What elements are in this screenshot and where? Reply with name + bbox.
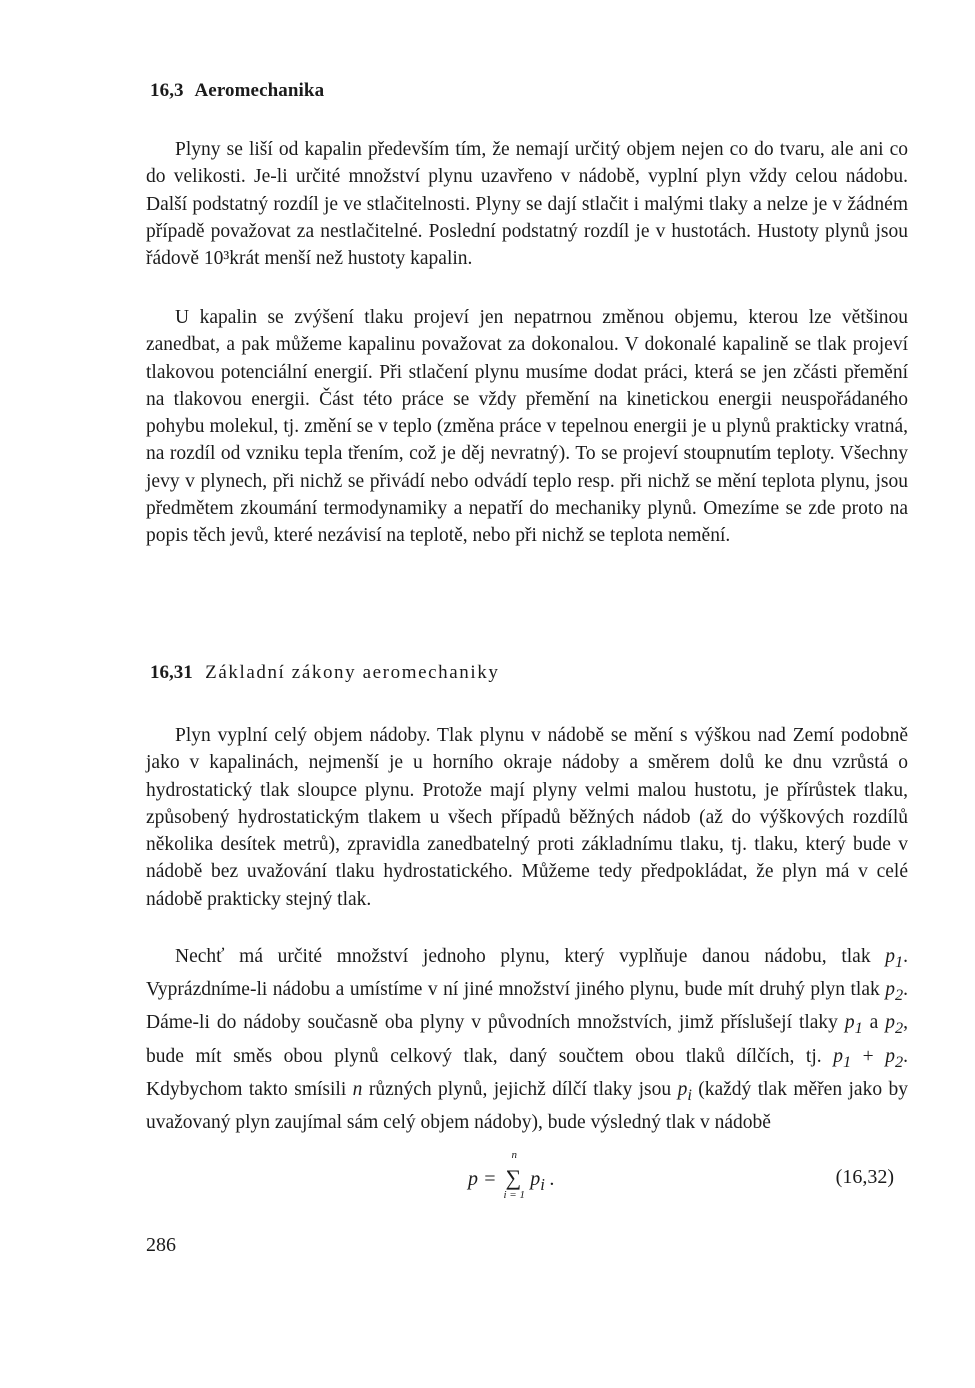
var-p2: $p_2$: [885, 1045, 904, 1071]
equation-dot: .: [549, 1168, 555, 1190]
sum-symbol: n ∑ i = 1: [503, 1149, 525, 1201]
subsection-number: 16,31: [150, 662, 193, 683]
text-run: a: [862, 1012, 886, 1034]
text-run: (každý tlak měřen jako by uvažovaný plyn zaujímal sám celý objem nádoby), bude výsledný tlak v nádobě: [146, 1078, 908, 1133]
subsection-title: Základní zákony aeromechaniky: [205, 662, 500, 683]
equation-lhs: p: [468, 1168, 478, 1190]
section-heading: [150, 80, 324, 102]
section-number: 16,3: [150, 80, 184, 101]
var-n: n: [352, 1078, 363, 1100]
sum-upper-limit: n: [511, 1149, 517, 1161]
var-p2: $p_2$: [885, 979, 904, 1005]
text-run: . Dáme-li do nádoby současně oba plyny v původních množstvích, jimž příslušejí tlaky: [146, 979, 908, 1034]
equation-equals: =: [483, 1168, 497, 1190]
paragraph-gas-fills-vessel: Plyn vyplní celý objem nádoby. Tlak plynu v nádobě se mění s výškou nad Zemí podobně jako v kapalinách, nejmenší je u horního okraje nádoby a směrem dolů ke dnu vzrůstá o hydrostatický tlak sloupce plynu. Protože mají plyny velmi malou hustotu, je přírůstek tlaku, způsobený hydrostatickým tlakem u všech případů běžných nádob (až do výškových rozdílů několika desítek metrů), zpravidla zanedbatelný proti základnímu tlaku, tj. tlaku, který bude v nádobě bez uvažování tlaku hydrostatického. Můžeme tedy předpokládat, že plyn má v celé nádobě prakticky stejný tlak.: [146, 725, 908, 910]
paragraph-gases-vs-liquids: Plyny se liší od kapalin především tím, že nemají určitý objem nejen co do tvaru, ale ani co do velikosti. Je-li určité množství plynu uzavřeno v nádobě, vyplní plyn vždy celou nádobu. Další podstatný rozdíl je ve stlačitelnosti. Plyny se dají stlačit i malými tlaky a nelze je v žádném případě považovat za nestlačitelné. Poslední podstatný rozdíl je v hustotách. Hustoty plynů jsou řádově 10³krát menší než hustoty kapalin.: [146, 139, 908, 270]
subsection-heading: [150, 662, 499, 684]
text-run: Nechť má určité množství jednoho plynu, který vyplňuje danou nádobu, tlak: [175, 946, 886, 967]
text-run: , bude mít směs obou plynů celkový tlak, daný součtem obou tlaků dílčích, tj.: [146, 1012, 908, 1067]
text-run: . Vyprázdníme-li nádobu a umístíme v ní jiné množství jiného plynu, bude mít druhý plyn tlak: [146, 946, 908, 1001]
var-pi: $p_i$: [677, 1078, 692, 1104]
paragraph-partial-pressures: [146, 943, 908, 1136]
page-number: 286: [146, 1234, 176, 1256]
sum-lower-limit: i = 1: [503, 1189, 525, 1201]
var-p1: $p_1$: [833, 1045, 852, 1071]
var-p1: $p_1$: [885, 946, 904, 971]
text-run: různých plynů, jejichž dílčí tlaky jsou: [362, 1078, 678, 1100]
equation-body: [468, 1149, 555, 1201]
paragraph-compression: U kapalin se zvýšení tlaku projeví jen nepatrnou změnou objemu, kterou lze většinou zanedbat, a pak můžeme kapalinu považovat za dokonalou. V dokonalé kapalině se tlak projeví tlakovou potenciální energií. Při stlačení plynu musíme dodat práci, která se jen zčásti přemění na tlakovou energii. Část této práce se vždy přemění na kinetickou energii neuspořádaného pohybu molekul, tj. změní se v teplo (změna práce v tepelnou energii je u plynů prakticky vratná, na rozdíl od vzniku tepla třením, což je děj nevratný). To se projeví stoupnutím teploty. Všechny jevy v plynech, při nichž se přivádí nebo odvádí teplo resp. při nichž se mění teplota plynu, jsou předmětem zkoumání termodynamiky a nepatří do mechaniky plynů. Omezíme se zde proto na popis těch jevů, které nezávisí na teplotě, nebo při nichž se teplota nemění.: [146, 307, 908, 547]
text-run: . Kdybychom takto smísili: [146, 1045, 908, 1100]
section-title: Aeromechanika: [194, 80, 325, 101]
text-run: +: [851, 1045, 886, 1067]
var-p1: $p_1$: [844, 1012, 863, 1038]
equation-16-32: [146, 1150, 908, 1210]
equation-number: (16,32): [835, 1166, 894, 1188]
equation-term: $p_i$: [530, 1168, 545, 1194]
var-p2: $p_2$: [885, 1012, 904, 1038]
